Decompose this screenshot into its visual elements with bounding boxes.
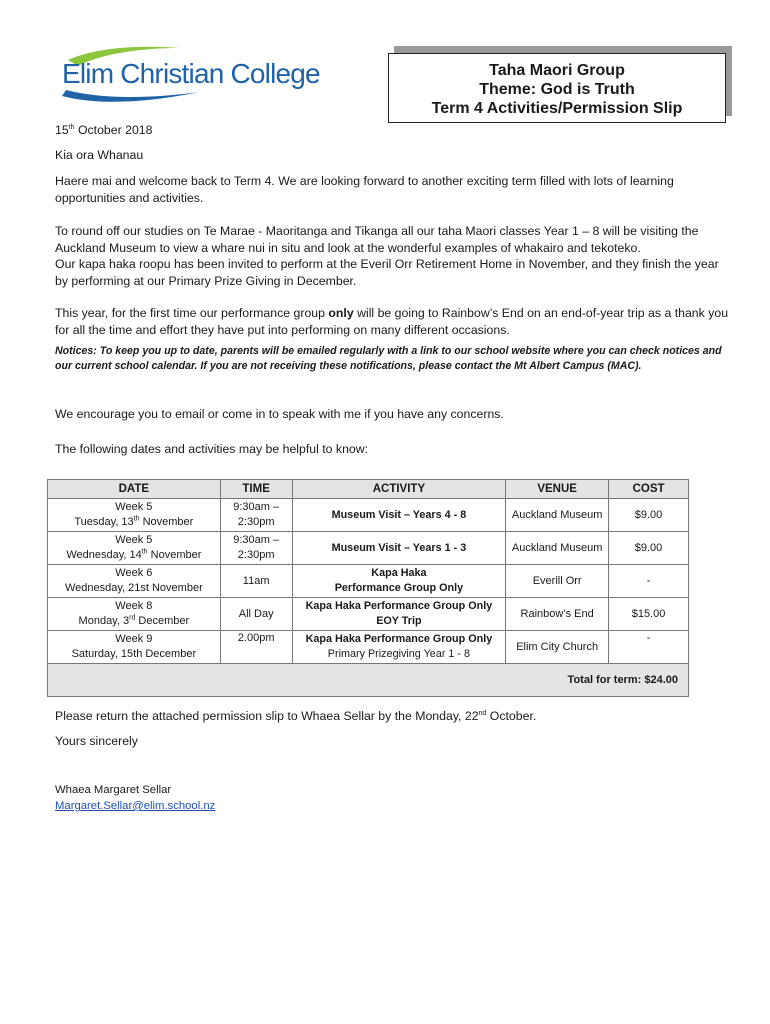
cost-cell: - <box>609 565 689 598</box>
activity-cell: Museum Visit – Years 4 - 8 <box>292 499 506 532</box>
paragraph-rainbows-end: This year, for the first time our performance group only will be going to Rainbow’s End on an end-of-year trip as a thank you for all the time and effort they have put into performing on many different occasions. <box>55 306 729 337</box>
email-link-wrap <box>55 798 735 815</box>
return-instructions: Please return the attached permission slip to Whaea Sellar by the Monday, 22nd October. <box>55 709 537 723</box>
activities-table <box>47 479 689 697</box>
closing: Yours sincerely <box>55 734 138 748</box>
greeting: Kia ora Whanau <box>55 148 144 162</box>
dates-intro: The following dates and activities may be helpful to know: <box>55 442 369 456</box>
table-row <box>48 631 689 664</box>
email-link[interactable]: Margaret.Sellar@elim.school.nz <box>55 800 216 812</box>
activity-cell: Kapa Haka Performance Group Only EOY Trip <box>292 598 506 631</box>
title-line-1: Taha Maori Group <box>489 62 625 79</box>
logo-text: Elim Christian College <box>62 58 320 89</box>
table-header-row <box>48 480 689 499</box>
venue-cell: Auckland Museum <box>506 532 609 565</box>
table-row <box>48 532 689 565</box>
header-venue: VENUE <box>506 480 609 499</box>
cost-cell: $9.00 <box>609 499 689 532</box>
header-cost: COST <box>609 480 689 499</box>
signature-name: Whaea Margaret Sellar <box>55 784 172 796</box>
header-time: TIME <box>220 480 292 499</box>
time-cell: 9:30am – 2:30pm <box>220 499 292 532</box>
venue-cell: Elim City Church <box>506 631 609 664</box>
paragraph-museum: To round off our studies on Te Marae - Maoritanga and Tikanga all our taha Maori classes Year 1 – 8 will be visiting the Auckland Museum to view a whare nui in situ and look at the wonderful examples of whakairo and tekoteko. <box>55 224 699 255</box>
header-date: DATE <box>48 480 221 499</box>
letter-date: 15th October 2018 <box>55 123 153 137</box>
paragraph-kapa-haka: Our kapa haka roopu has been invited to perform at the Everil Orr Retirement Home in November, and they finish the year by performing at our Primary Prize Giving in December. <box>55 257 719 288</box>
cost-cell: $15.00 <box>609 598 689 631</box>
date-cell: Week 5 Wednesday, 14th November <box>48 532 221 565</box>
time-cell: All Day <box>220 598 292 631</box>
date-cell: Week 5 Tuesday, 13th November <box>48 499 221 532</box>
date-cell: Week 6 Wednesday, 21st November <box>48 565 221 598</box>
title-box <box>388 53 726 123</box>
time-cell: 11am <box>220 565 292 598</box>
cost-cell: - <box>609 631 689 664</box>
activity-cell: Kapa Haka Performance Group Only Primary Prizegiving Year 1 - 8 <box>292 631 506 664</box>
table-total-row <box>48 664 689 697</box>
time-cell: 2.00pm <box>220 631 292 664</box>
activity-cell: Kapa Haka Performance Group Only <box>292 565 506 598</box>
total-cell: Total for term: $24.00 <box>48 664 689 697</box>
table-row <box>48 499 689 532</box>
venue-cell: Everill Orr <box>506 565 609 598</box>
title-line-2: Theme: God is Truth <box>479 81 635 98</box>
title-line-3: Term 4 Activities/Permission Slip <box>431 100 683 117</box>
date-cell: Week 9 Saturday, 15th December <box>48 631 221 664</box>
notice-text: Notices: To keep you up to date, parents will be emailed regularly with a link to our school website where you can check notices and our current school calendar. If you are not receiving these notifications, please contact the Mt Albert Campus (MAC). <box>55 345 722 372</box>
logo-swoosh-blue <box>62 90 200 102</box>
activity-cell: Museum Visit – Years 1 - 3 <box>292 532 506 565</box>
venue-cell: Rainbow’s End <box>506 598 609 631</box>
header-activity: ACTIVITY <box>292 480 506 499</box>
time-cell: 9:30am – 2:30pm <box>220 532 292 565</box>
venue-cell: Auckland Museum <box>506 499 609 532</box>
table-row <box>48 598 689 631</box>
cost-cell: $9.00 <box>609 532 689 565</box>
table-row <box>48 565 689 598</box>
paragraph-welcome: Haere mai and welcome back to Term 4. We are looking forward to another exciting term filled with lots of learning opportunities and activities. <box>55 174 674 205</box>
date-cell: Week 8 Monday, 3rd December <box>48 598 221 631</box>
paragraph-encourage: We encourage you to email or come in to speak with me if you have any concerns. <box>55 407 504 421</box>
